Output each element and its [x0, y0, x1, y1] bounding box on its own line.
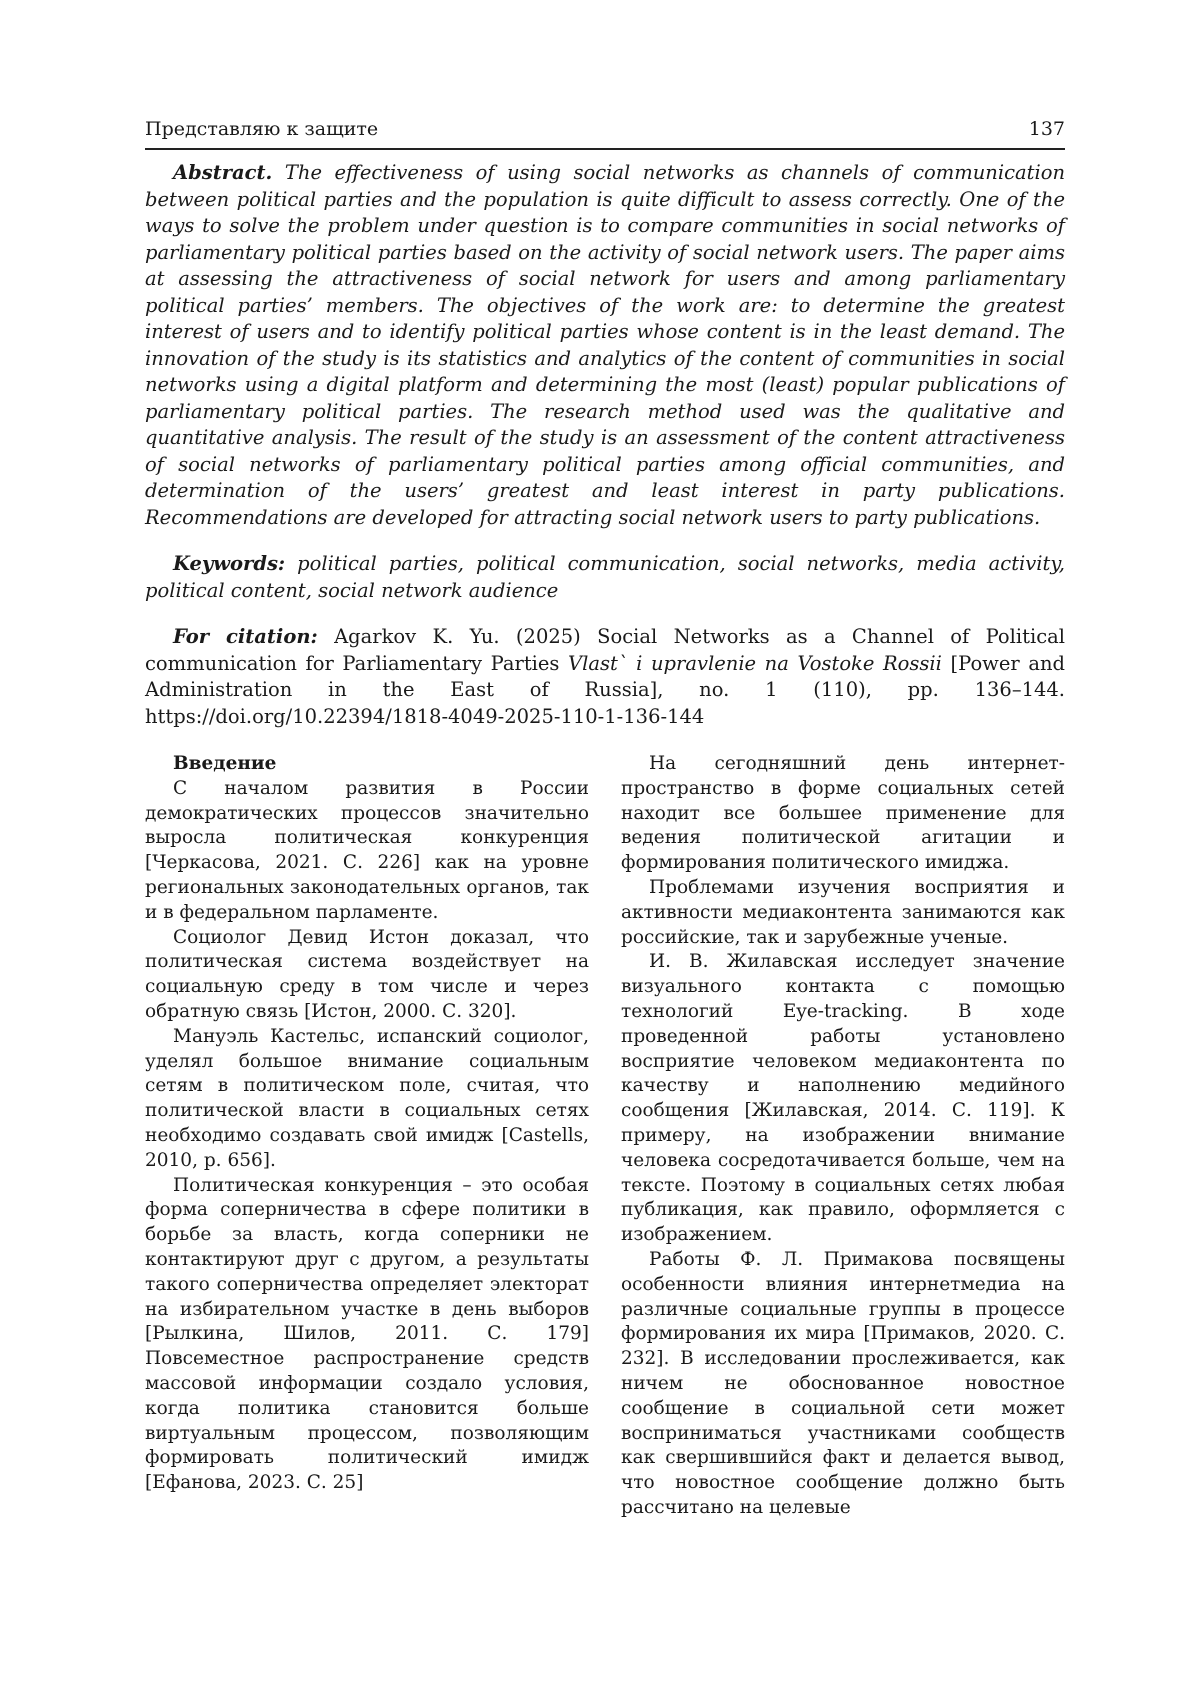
- citation-text-before: Agarkov K. Yu. (2025) Social Networks as a Channel of Political communication for Parliamentary Parties: [145, 625, 1065, 675]
- paragraph: Проблемами изучения восприятия и активности медиаконтента занимаются как российские, так и зарубежные ученые.: [621, 876, 1065, 948]
- citation-label: For citation:: [173, 625, 318, 648]
- left-column: [145, 752, 589, 1521]
- paragraph: Мануэль Кастельс, испанский социолог, уделял большое внимание социальным сетям в политическом поле, считая, что политической власти в социальных сетях необходимо создавать свой имидж [Castells, 2010, p. 656].: [145, 1025, 589, 1171]
- paragraph: Работы Ф. Л. Примакова посвящены особенности влияния интернетмедиа на различные социальные группы в процессе формирования их мира [Примаков, 2020. С. 232]. В исследовании прослеживается, как ничем не обоснованное новостное сообщение в социальной сети может восприниматься участниками сообществ как свершившийся факт и делается вывод, что новостное сообщение должно быть рассчитано на целевые: [621, 1248, 1065, 1518]
- abstract-label: Abstract.: [173, 161, 273, 184]
- abstract-text: The effectiveness of using social networks as channels of communication between political parties and the population is quite difficult to assess correctly. One of the ways to solve the problem under question is to compare communities in social networks of parliamentary political parties based on the activity of social network users. The paper aims at assessing the attractiveness of social network for users and among parliamentary political parties’ members. The objectives of the work are: to determine the greatest interest of users and to identify political parties whose content is in the least demand. The innovation of the study is its statistics and analytics of the content of communities in social networks using a digital platform and determining the most (least) popular publications of parliamentary political parties. The research method used was the qualitative and quantitative analysis. The result of the study is an assessment of the content attractiveness of social networks of parliamentary political parties among official communities, and determination of the users’ greatest and least interest in party publications. Recommendations are developed for attracting social network users to party publications.: [145, 161, 1065, 529]
- citation-journal: Vlast` i upravlenie na Vostoke Rossii: [568, 651, 942, 675]
- right-column: [621, 752, 1065, 1521]
- abstract: [145, 160, 1065, 531]
- citation-text-after: [Power and Administration in the East of Russia], no. 1 (110), pp. 136–144. https://doi.org/10.22394/1818-4049-2025-110-1-136-144: [145, 651, 1065, 728]
- section-heading: Введение: [173, 753, 277, 774]
- keywords: [145, 551, 1065, 604]
- page-number: 137: [1028, 118, 1065, 140]
- body-columns: [145, 752, 1065, 1521]
- keywords-text: political parties, political communication, social networks, media activity, political content, social network audience: [145, 552, 1065, 602]
- keywords-label: Keywords:: [173, 552, 286, 575]
- journal-page: [145, 118, 1065, 1521]
- paragraph: И. В. Жилавская исследует значение визуального контакта с помощью технологий Eye-tracking. В ходе проведенной работы установлено восприятие человеком медиаконтента по качеству и наполнению медийного сообщения [Жилавская, 2014. С. 119]. К примеру, на изображении внимание человека сосредотачивается больше, чем на тексте. Поэтому в социальных сетях любая публикация, как правило, оформляется с изображением.: [621, 951, 1065, 1246]
- paragraph: Политическая конкуренция – это особая форма соперничества в сфере политики в борьбе за власть, когда соперники не контактируют друг с другом, а результаты такого соперничества определяет электорат на избирательном участке в день выборов [Рылкина, Шилов, 2011. С. 179] Повсеместное распространение средств массовой информации создало условия, когда политика становится больше виртуальным процессом, позволяющим формировать политический имидж [Ефанова, 2023. С. 25]: [145, 1174, 589, 1494]
- running-header: [145, 118, 1065, 150]
- citation: [145, 624, 1065, 730]
- paragraph: На сегодняшний день интернет-пространство в форме социальных сетей находит все большее применение для ведения политической агитации и формирования политического имиджа.: [621, 753, 1065, 874]
- paragraph: С началом развития в России демократических процессов значительно выросла политическая конкуренция [Черкасова, 2021. С. 226] как на уровне региональных законодательных органов, так и в федеральном парламенте.: [145, 777, 589, 923]
- paragraph: Социолог Девид Истон доказал, что политическая система воздействует на социальную среду в том числе и через обратную связь [Истон, 2000. С. 320].: [145, 926, 589, 1022]
- section-title: Представляю к защите: [145, 118, 379, 140]
